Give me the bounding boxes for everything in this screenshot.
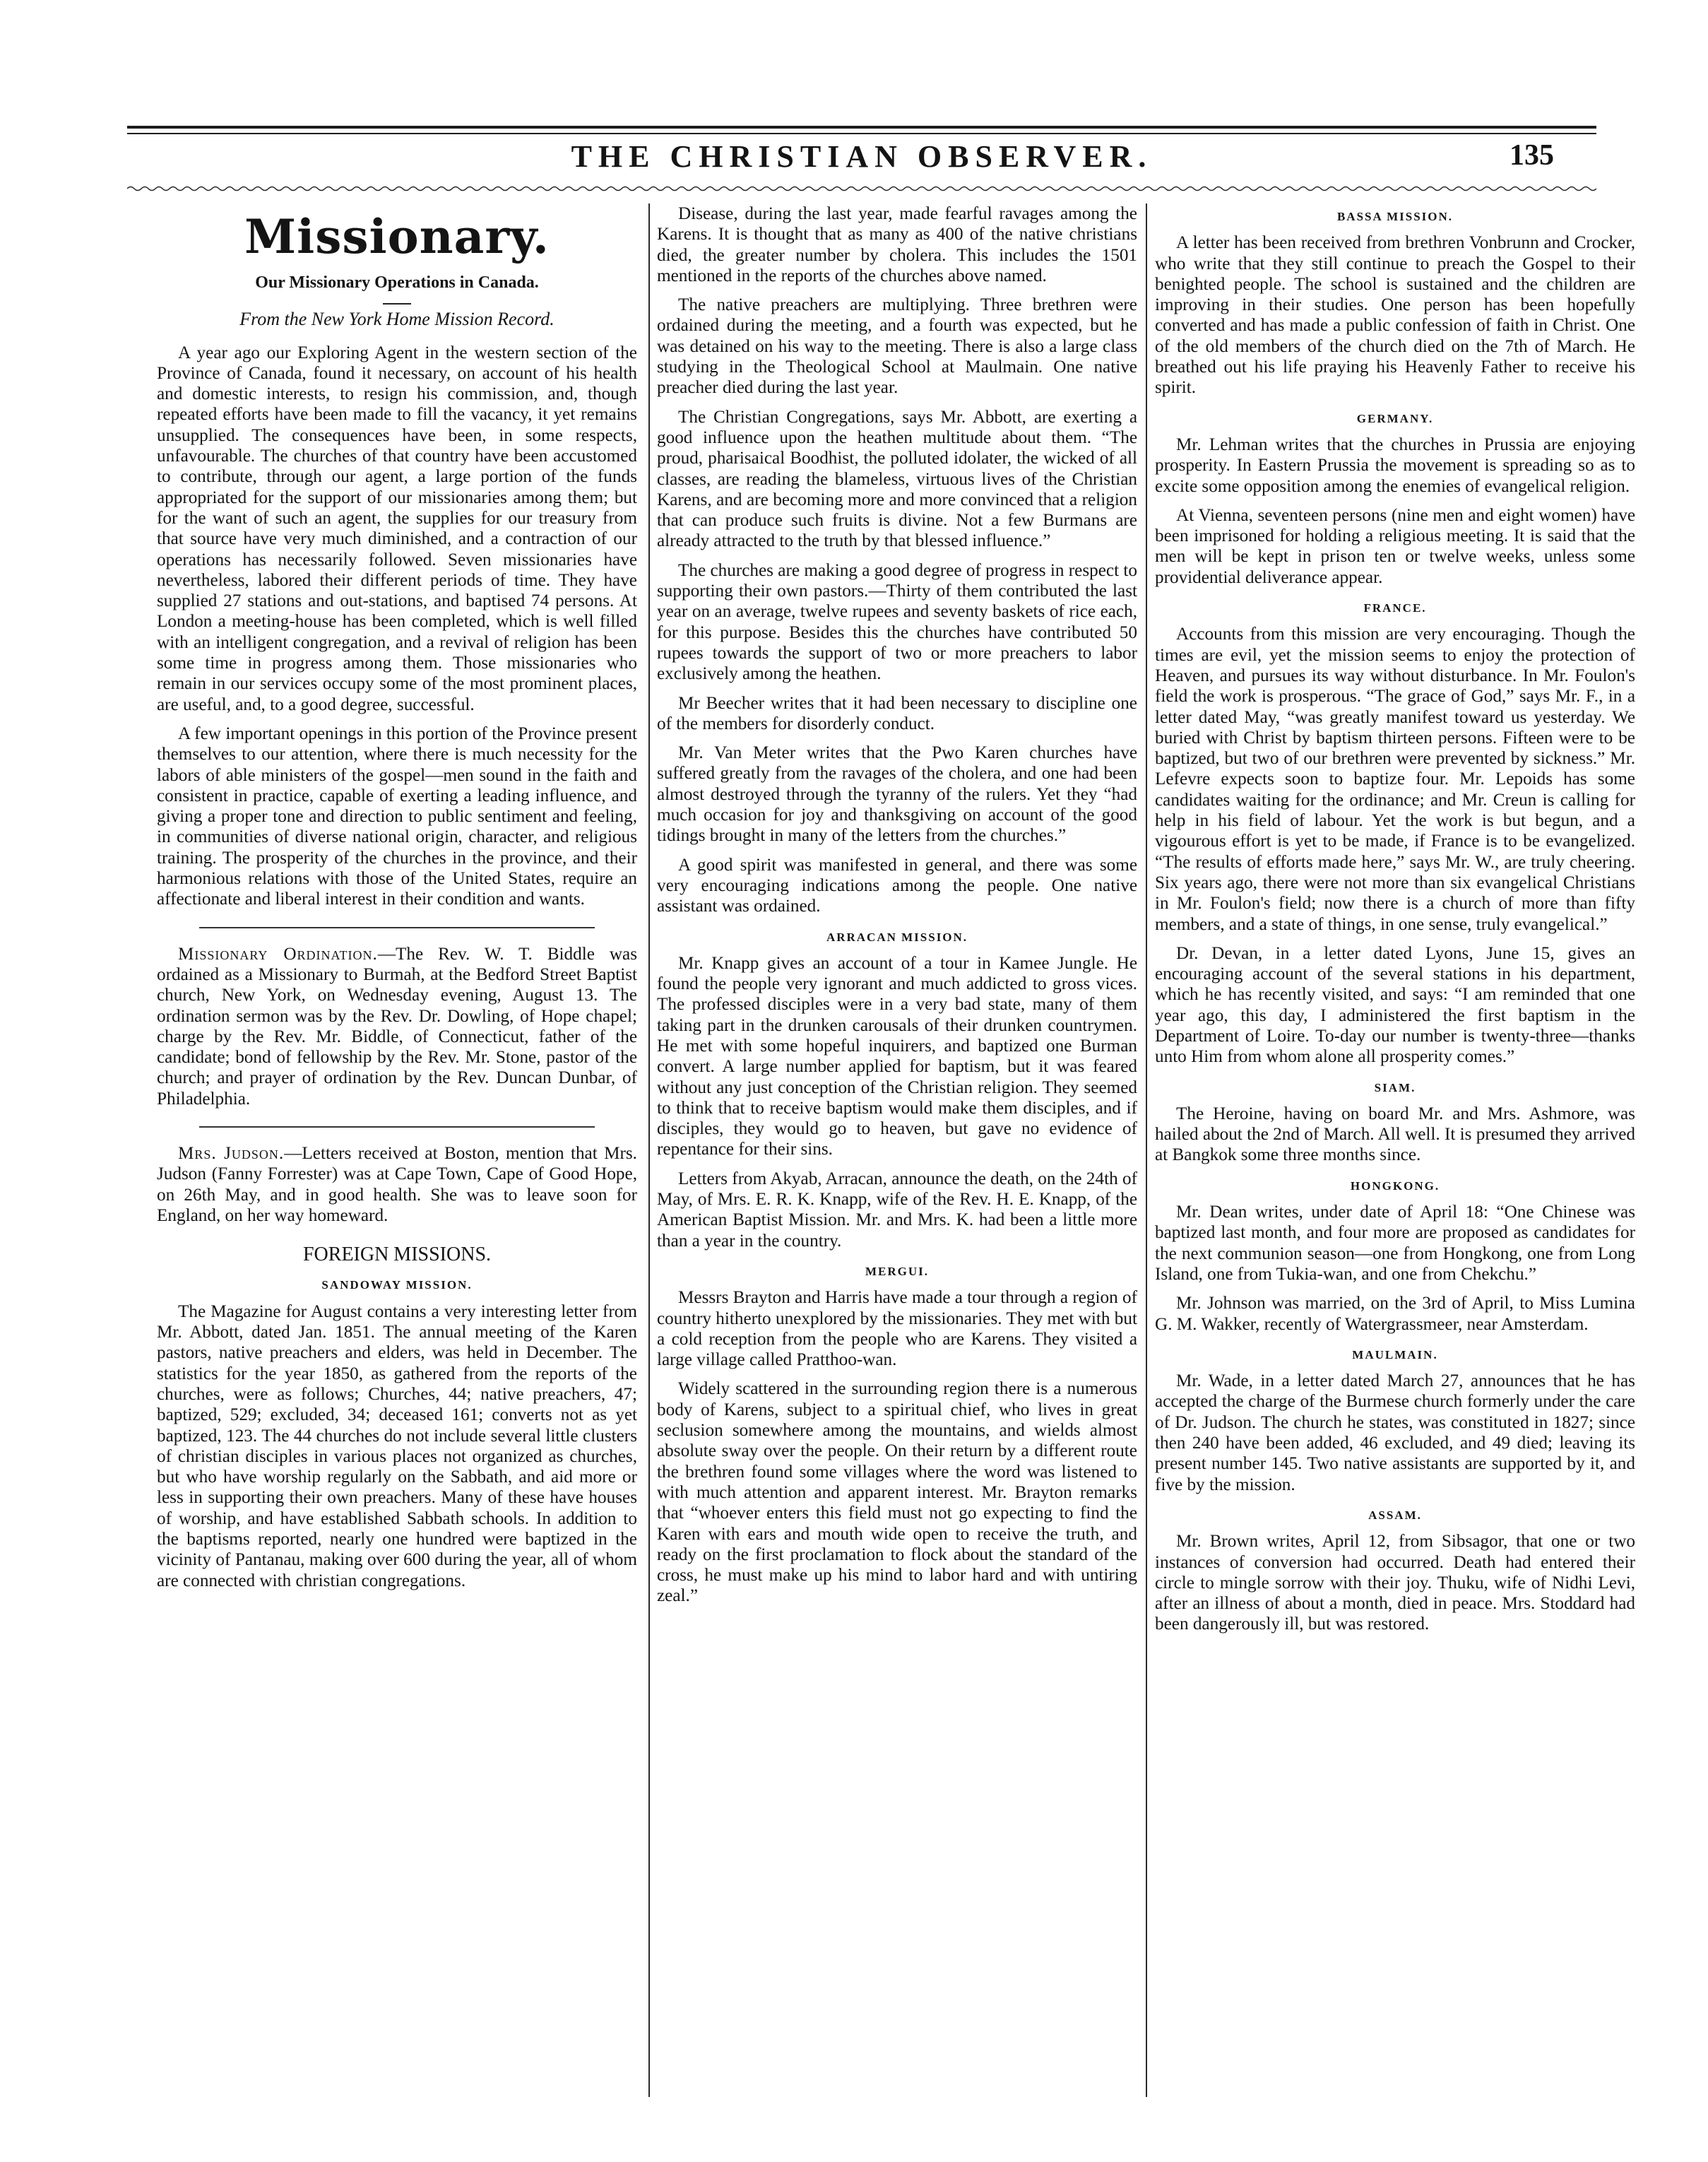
ordination-paragraph [157,944,637,1109]
column-divider-right [1146,203,1147,2097]
siam-heading: SIAM. [1374,1080,1416,1094]
hongkong-paragraph: Mr. Johnson was married, on the 3rd of April, to Miss Lumina G. M. Wakker, recently of Watergrassmeer, near Amsterdam. [1155,1294,1635,1334]
article-paragraph: A few important openings in this portion of the Province present themselves to our attention, where there is much necessity for the labors of able ministers of the gospel—men sound in the faith and consistent in practice, capable of exerting a leading influence, and giving a proper tone and direction to public sentiment and feeling, in communities of diverse national origin, character, and religious training. The prosperity of the churches in the province, and their harmonious relations with those of the United States, require an affectionate and liberal interest in their condition and wants. [157,723,637,909]
page-number: 135 [1510,139,1554,172]
header-wavy-rule [127,185,1596,192]
article-paragraph: A year ago our Exploring Agent in the western section of the Province of Canada, found it necessary, on account of his health and domestic interests, to resign his commission, and, though repeated efforts have been made to fill the vacancy, it yet remains unsupplied. The consequences have been, in some respects, unfavourable. The churches of that country have been accustomed to contribute, through our agent, a large portion of the funds appropriated for the support of our missionaries among them; but for the want of such an agent, the supplies for our treasury from that source have very much diminished, and a contraction of our operations has necessarily followed. Seven missionaries have nevertheless, labored their different periods of time. They have supplied 27 stations and out-stations, and baptised 74 persons. At London a meeting-house has been completed, which is well filled with an intelligent congregation, and a revival of religion has been some time in progress among them. Those missionaries who remain in our services occupy some of the most prominent places, are useful, and, to a good degree, successful. [157,343,637,714]
france-paragraph: Dr. Devan, in a letter dated Lyons, June 15, gives an encouraging account of the several stations in his department, which he has recently visited, and says: “I am reminded that one year ago, this day, I administered the first baptism in the Department of Loire. To-day our number is twenty-three—thanks unto Him from whom alone all prosperity comes.” [1155,943,1635,1067]
column-right [1155,203,1635,1643]
column-divider-left [648,203,650,2097]
article-paragraph: Disease, during the last year, made fearful ravages among the Karens. It is thought that as many as 400 of the native christians died, the greater number by cholera. This includes the 1501 mentioned in the reports of the churches above named. [657,204,1137,285]
sandoway-paragraph: The Magazine for August contains a very interesting letter from Mr. Abbott, dated Jan. 1851. The annual meeting of the Karen pastors, native preachers and elders, was held in December. The statistics for the year 1850, as gathered from the reports of the churches, were as follows; Churches, 44; native preachers, 47; baptized, 529; excluded, 34; deceased 161; converts not as yet baptized, 123. The 44 churches do not include several little clusters of christian disciples in various places not organized as churches, but who have worship regularly on the Sabbath, and aid more or less in supporting their own preachers. Many of these have houses of worship, and have established Sabbath schools. In addition to the baptisms reported, nearly one hundred were baptized in the vicinity of Pantanau, making over 600 during the year, all of whom are connected with christian congregations. [157,1301,637,1590]
judson-paragraph [157,1143,637,1226]
article-paragraph: The native preachers are multiplying. Three brethren were ordained during the meeting, and a fourth was expected, but he was detained on his way to the meeting. There is also a large class studying in the Theological School at Maulmain. One native preacher died during the last year. [657,295,1137,398]
short-rule [383,303,411,305]
column-middle [657,203,1137,1615]
siam-paragraph: The Heroine, having on board Mr. and Mrs. Ashmore, was hailed about the 2nd of March. All well. It is presumed they arrived at Bangkok some three months since. [1155,1104,1635,1165]
bassa-paragraph: A letter has been received from brethren Vonbrunn and Crocker, who write that they still continue to preach the Gospel to their benighted people. The school is sustained and the children are improving in their studies. One person has been hopefully converted and has made a public confession of faith in Christ. One of the old members of the church died on the 7th of March. He breathed out his life praying his Heavenly Father to receive his spirit. [1155,233,1635,398]
top-rule-thick [127,126,1596,129]
germany-paragraph: Mr. Lehman writes that the churches in Prussia are enjoying prosperity. In Eastern Prussia the movement is spreading so as to excite some opposition among the enemies of evangelical religion. [1155,435,1635,496]
assam-paragraph: Mr. Brown writes, April 12, from Sibsagor, that one or two instances of conversion had occurred. Death had entered their circle to mingle sorrow with their joy. Thuku, wife of Nidhi Levi, after an illness of about a month, died in peace. Mrs. Stoddard had been dangerously ill, but was restored. [1155,1532,1635,1634]
article-source: From the New York Home Mission Record. [239,309,554,330]
arracan-paragraph: Letters from Akyab, Arracan, announce the death, on the 24th of May, of Mrs. E. R. K. Knapp, wife of the Rev. H. E. Knapp, of the American Baptist Mission. Mr. and Mrs. K. had been a little more than a year in the country. [657,1169,1137,1251]
france-heading: FRANCE. [1363,601,1427,615]
judson-label: Mrs. Judson. [178,1143,285,1163]
france-paragraph: Accounts from this mission are very encouraging. Though the times are evil, yet the mission seems to enjoy the protection of Heaven, and pursues its way without disturbance. In Mr. Foulon's field the work is prosperous. “The grace of God,” says Mr. F., in a letter dated May, “was greatly manifest toward us yesterday. We buried with Christ by baptism thirteen persons. Fifteen were to be baptized, but two of our brethren were prevented by sickness.” Mr. Lefevre expects soon to baptize four. Mr. Lepoids has some candidates waiting for the ordinance; and Mr. Creun is calling for help in his field of labour. Yet the work is but begun, and a vigourous effort is yet to be made, if France is to be evangelized. “The results of efforts made here,” says Mr. W., are truly cheering. Six years ago, there were not more than six evangelical Christians in Mr. Foulon's field; now there is a church of more than fifty members, and a state of things, in one sense, truly evangelical.” [1155,625,1635,934]
germany-paragraph: At Vienna, seventeen persons (nine men and eight women) have been imprisoned for holding a religious meeting. It is said that the men will be kept in prison ten or twelve weeks, unless some providential deliverance appear. [1155,505,1635,587]
article-paragraph: The churches are making a good degree of progress in respect to supporting their own pastors.—Thirty of them contributed the last year on an average, twelve rupees and seventy baskets of rice each, for this purpose. Besides this the churches have contributed 50 rupees towards the support of two or more preachers to labor exclusively among the heathen. [657,560,1137,684]
mergui-heading: MERGUI. [865,1264,930,1278]
top-rule-thin [127,133,1596,134]
germany-heading: GERMANY. [1356,411,1434,425]
section-separator [199,927,595,928]
foreign-missions-heading: FOREIGN MISSIONS. [302,1244,492,1266]
ordination-text: —The Rev. W. T. Biddle was ordained as a Missionary to Burmah, at the Bedford Street Baptist church, New York, on Wednesday evening, August 13. The ordination sermon was by the Rev. Dr. Dowling, of Hope chapel; charge by the Rev. Mr. Biddle, of Connecticut, father of the candidate; bond of fellowship by the Rev. Mr. Stone, pastor of the church; and prayer of ordination by the Rev. Duncan Dunbar, of Philadelphia. [157,944,637,1109]
article-paragraph: The Christian Congregations, says Mr. Abbott, are exerting a good influence upon the heathen multitude about them. “The proud, pharisaical Boodhist, the polluted idolater, the wicked of all classes, are reading the blameless, virtuous lives of the Christian Karens, and are becoming more and more convinced that a religion that can produce such fruits is divine. Not a few Burmans are already attracted to the truth by that blessed influence.” [657,407,1137,551]
maulmain-heading: MAULMAIN. [1352,1347,1438,1361]
assam-heading: ASSAM. [1368,1508,1422,1522]
sandoway-heading: SANDOWAY MISSION. [321,1278,473,1292]
hongkong-paragraph: Mr. Dean writes, under date of April 18: “One Chinese was baptized last month, and four more are proposed as candidates for the next communion season—one from Hongkong, one from Long Island, one from Tukia-wan, and one from Chekchu.” [1155,1203,1635,1284]
article-paragraph: Mr. Van Meter writes that the Pwo Karen churches have suffered greatly from the ravages of the cholera, and one had been almost destroyed through the tyranny of the rulers. Yet they “had much occasion for joy and thanksgiving on account of the good tidings brought in many of the letters from the churches.” [657,743,1137,846]
section-separator [199,1126,595,1128]
mergui-paragraph: Widely scattered in the surrounding region there is a numerous body of Karens, subject to a spiritual chief, who lives in great seclusion somewhere among the mountains, and wields almost absolute sway over the people. On their return by a different route the brethren found some villages where the word was listened to with much attention and apparent interest. Mr. Brayton remarks that “whoever enters this field must not go expecting to find the Karen with ears and mouth wide open to receive the truth, and ready on the first proclamation to flock about the standard of the cross, he must make up his mind to labor hard and with untiring zeal.” [657,1379,1137,1606]
article-title: Our Missionary Operations in Canada. [255,273,539,292]
hongkong-heading: HONGKONG. [1350,1179,1440,1193]
bassa-heading: BASSA MISSION. [1336,210,1454,223]
mergui-paragraph: Messrs Brayton and Harris have made a tour through a region of country hitherto unexplored by the missionaries. They met with but a cold reception from the people who are Karens. They visited a large village called Pratthoo-wan. [657,1288,1137,1370]
article-paragraph: A good spirit was manifested in general, and there was some very encouraging indications among the people. One native assistant was ordained. [657,855,1137,916]
page-header [127,138,1596,178]
column-left [157,203,637,1600]
maulmain-paragraph: Mr. Wade, in a letter dated March 27, announces that he has accepted the charge of the Burmese church formerly under the care of Dr. Judson. The church he states, was constituted in 1827; since then 240 have been added, 46 excluded, and 49 died; leaving its present number 145. Two native assistants are supported by it, and five by the mission. [1155,1371,1635,1494]
arracan-paragraph: Mr. Knapp gives an account of a tour in Kamee Jungle. He found the people very ignorant and much addicted to gross vices. The professed disciples were in a very bad state, many of them taking part in the drunken carousals of their drunken countrymen. He met with some hopeful inquirers, and baptized one Burman convert. A large number applied for baptism, but it was feared without any just conception of the Christian religion. They seemed to think that to receive baptism would make them disciples, and if disciples, they would go to heaven, but gave no evidence of repentance for their sins. [657,953,1137,1159]
running-title: THE CHRISTIAN OBSERVER. [571,139,1153,174]
arracan-heading: ARRACAN MISSION. [826,930,968,944]
judson-text: —Letters received at Boston, mention that Mrs. Judson (Fanny Forrester) was at Cape Town, Cape of Good Hope, on 26th May, and in good health. She was to leave soon for England, on her way homeward. [157,1143,637,1225]
article-paragraph: Mr Beecher writes that it had been necessary to discipline one of the members for disorderly conduct. [657,693,1137,733]
section-masthead: Missionary. [244,209,550,264]
ordination-label: Missionary Ordination. [178,944,378,964]
